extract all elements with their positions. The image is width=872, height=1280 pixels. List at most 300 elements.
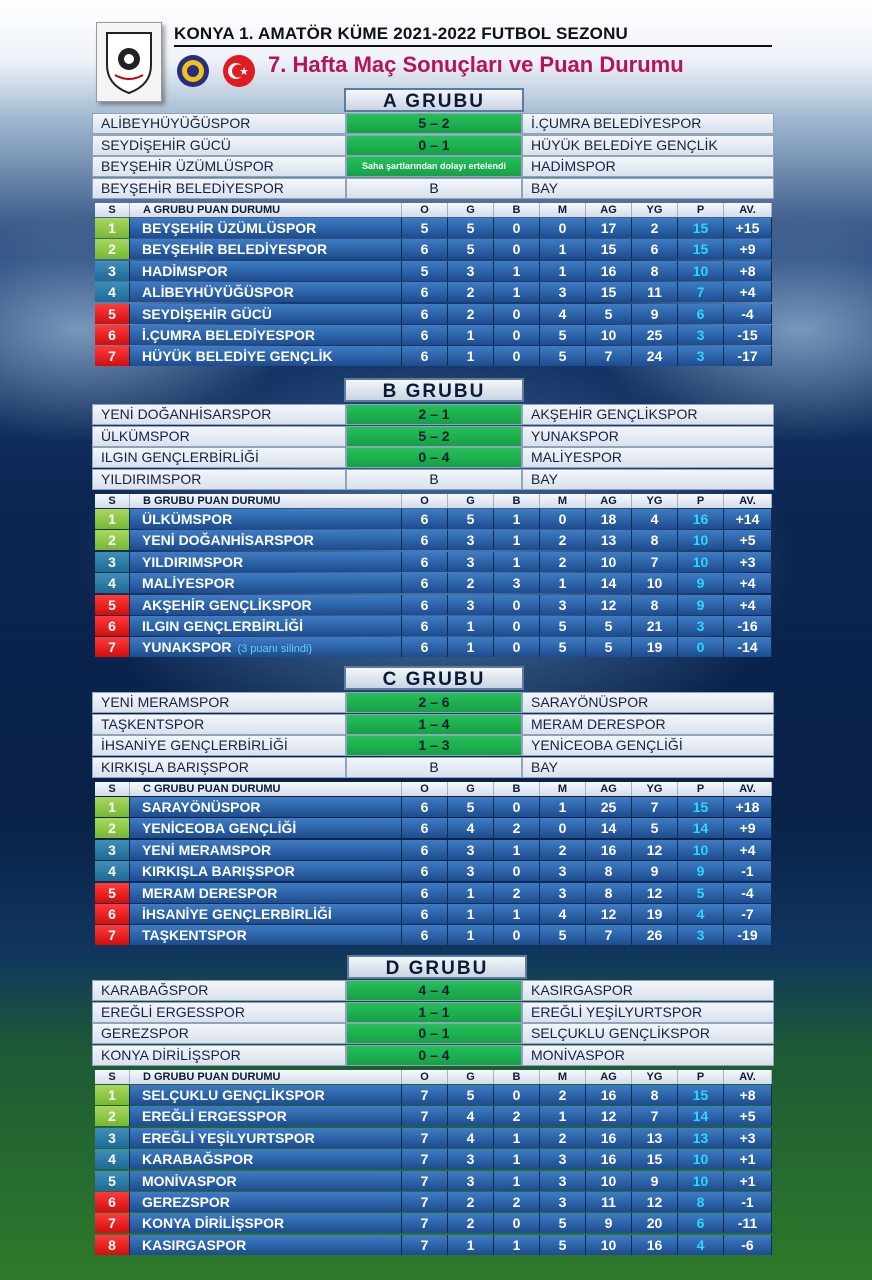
- standings-row: [95, 1235, 774, 1256]
- stat-ag: 14: [586, 573, 632, 593]
- points-cell: 4: [678, 1235, 724, 1255]
- team-cell: [130, 595, 402, 615]
- stat-yg: 7: [632, 1106, 678, 1126]
- stat-b: 1: [494, 840, 540, 860]
- col-b: B: [494, 494, 540, 508]
- stat-yg: 8: [632, 261, 678, 281]
- away-team: HADİMSPOR: [522, 156, 774, 177]
- stat-m: 0: [540, 218, 586, 238]
- rank-cell: 4: [95, 861, 130, 881]
- average-cell: +4: [724, 840, 772, 860]
- rank-cell: 2: [95, 239, 130, 259]
- standings-row: [95, 530, 774, 551]
- team-name: MERAM DERESPOR: [142, 884, 278, 901]
- standings-row: [95, 1128, 774, 1149]
- stat-m: 3: [540, 282, 586, 302]
- stat-b: 2: [494, 1106, 540, 1126]
- rank-cell: 5: [95, 883, 130, 903]
- team-name: YILDIRIMSPOR: [142, 553, 244, 570]
- stat-yg: 19: [632, 637, 678, 657]
- rank-cell: 3: [95, 552, 130, 572]
- away-team: EREĞLİ YEŞİLYURTSPOR: [522, 1002, 774, 1023]
- match-row: [92, 178, 774, 199]
- average-cell: +4: [724, 282, 772, 302]
- team-cell: [130, 304, 402, 324]
- stat-b: 1: [494, 1171, 540, 1191]
- rank-cell: 7: [95, 1213, 130, 1233]
- stat-yg: 16: [632, 1235, 678, 1255]
- stat-b: 0: [494, 346, 540, 366]
- stat-o: 6: [402, 530, 448, 550]
- stat-o: 5: [402, 261, 448, 281]
- stat-ag: 15: [586, 282, 632, 302]
- team-cell: [130, 530, 402, 550]
- average-cell: -1: [724, 1192, 772, 1212]
- stat-g: 1: [448, 925, 494, 945]
- team-cell: [130, 261, 402, 281]
- standings-row: [95, 1213, 774, 1234]
- points-cell: 15: [678, 218, 724, 238]
- match-score: B: [346, 178, 522, 199]
- stat-g: 1: [448, 325, 494, 345]
- group-title: B GRUBU: [344, 378, 524, 402]
- col-p: P: [678, 494, 724, 508]
- home-team: EREĞLİ ERGESSPOR: [92, 1002, 346, 1023]
- stat-g: 3: [448, 861, 494, 881]
- stat-o: 7: [402, 1128, 448, 1148]
- team-cell: [130, 925, 402, 945]
- stat-o: 7: [402, 1192, 448, 1212]
- col-s: S: [95, 494, 130, 508]
- stat-yg: 26: [632, 925, 678, 945]
- stat-ag: 9: [586, 1213, 632, 1233]
- team-name: YENİCEOBA GENÇLİĞİ: [142, 820, 297, 837]
- col-team: D GRUBU PUAN DURUMU: [130, 1070, 402, 1084]
- team-cell: [130, 1171, 402, 1191]
- away-team: YUNAKSPOR: [522, 426, 774, 447]
- stat-yg: 15: [632, 1149, 678, 1169]
- stat-g: 5: [448, 239, 494, 259]
- average-cell: +4: [724, 595, 772, 615]
- away-team: MERAM DERESPOR: [522, 714, 774, 735]
- stat-ag: 10: [586, 1235, 632, 1255]
- stat-ag: 11: [586, 1192, 632, 1212]
- team-cell: [130, 904, 402, 924]
- rank-cell: 4: [95, 282, 130, 302]
- stat-yg: 5: [632, 818, 678, 838]
- team-cell: [130, 797, 402, 817]
- match-row: [92, 1045, 774, 1066]
- stat-o: 6: [402, 595, 448, 615]
- stat-yg: 7: [632, 797, 678, 817]
- stat-m: 0: [540, 509, 586, 529]
- team-cell: [130, 1213, 402, 1233]
- standings-row: [95, 1192, 774, 1213]
- stat-g: 4: [448, 1128, 494, 1148]
- stat-o: 7: [402, 1235, 448, 1255]
- points-cell: 5: [678, 883, 724, 903]
- team-cell: [130, 346, 402, 366]
- match-row: [92, 1002, 774, 1023]
- stat-o: 6: [402, 325, 448, 345]
- stat-yg: 20: [632, 1213, 678, 1233]
- col-o: O: [402, 1070, 448, 1084]
- points-cell: 6: [678, 304, 724, 324]
- amateur-federation-logo-icon: [176, 54, 210, 88]
- team-cell: [130, 616, 402, 636]
- stat-yg: 9: [632, 861, 678, 881]
- stat-o: 6: [402, 904, 448, 924]
- team-cell: [130, 552, 402, 572]
- points-cell: 10: [678, 1149, 724, 1169]
- match-row: [92, 113, 774, 134]
- stat-ag: 15: [586, 239, 632, 259]
- col-b: B: [494, 1070, 540, 1084]
- rank-cell: 3: [95, 261, 130, 281]
- stat-m: 5: [540, 1213, 586, 1233]
- rank-cell: 7: [95, 637, 130, 657]
- col-team: B GRUBU PUAN DURUMU: [130, 494, 402, 508]
- stat-o: 6: [402, 346, 448, 366]
- team-cell: [130, 818, 402, 838]
- match-row: [92, 714, 774, 735]
- stat-g: 5: [448, 1085, 494, 1105]
- points-cell: 14: [678, 818, 724, 838]
- stat-b: 0: [494, 616, 540, 636]
- home-team: TAŞKENTSPOR: [92, 714, 346, 735]
- away-team: BAY: [522, 178, 774, 199]
- average-cell: +5: [724, 530, 772, 550]
- stat-m: 3: [540, 1192, 586, 1212]
- home-team: BEYŞEHİR BELEDİYESPOR: [92, 178, 346, 199]
- stat-ag: 16: [586, 261, 632, 281]
- away-team: İ.ÇUMRA BELEDİYESPOR: [522, 113, 774, 134]
- stat-b: 0: [494, 1085, 540, 1105]
- stat-m: 5: [540, 1235, 586, 1255]
- stat-ag: 12: [586, 1106, 632, 1126]
- stat-yg: 12: [632, 1192, 678, 1212]
- team-name: ALİBEYHÜYÜĞÜSPOR: [142, 284, 294, 301]
- average-cell: +9: [724, 818, 772, 838]
- stat-m: 2: [540, 1128, 586, 1148]
- team-cell: [130, 1192, 402, 1212]
- home-team: KARABAĞSPOR: [92, 980, 346, 1001]
- col-p: P: [678, 1070, 724, 1084]
- stat-o: 6: [402, 616, 448, 636]
- match-score: 4 – 4: [346, 980, 522, 1001]
- stat-m: 3: [540, 861, 586, 881]
- col-av: AV.: [724, 1070, 772, 1084]
- points-cell: 9: [678, 861, 724, 881]
- stat-b: 0: [494, 325, 540, 345]
- stat-b: 1: [494, 1128, 540, 1148]
- stat-b: 1: [494, 261, 540, 281]
- home-team: ILGIN GENÇLERBİRLİĞİ: [92, 447, 346, 468]
- home-team: YENİ MERAMSPOR: [92, 692, 346, 713]
- stat-o: 6: [402, 637, 448, 657]
- stat-g: 3: [448, 261, 494, 281]
- team-name: MONİVASPOR: [142, 1172, 237, 1189]
- stat-b: 1: [494, 282, 540, 302]
- stat-g: 2: [448, 282, 494, 302]
- rank-cell: 4: [95, 573, 130, 593]
- stat-o: 6: [402, 239, 448, 259]
- stat-b: 1: [494, 530, 540, 550]
- team-name: SARAYÖNÜSPOR: [142, 799, 261, 815]
- points-cell: 6: [678, 1213, 724, 1233]
- stat-g: 1: [448, 1235, 494, 1255]
- stat-m: 1: [540, 573, 586, 593]
- rank-cell: 8: [95, 1235, 130, 1255]
- col-ag: AG: [586, 782, 632, 796]
- col-av: AV.: [724, 494, 772, 508]
- average-cell: -14: [724, 637, 772, 657]
- stat-b: 2: [494, 818, 540, 838]
- team-name: HADİMSPOR: [142, 262, 228, 279]
- rank-cell: 5: [95, 595, 130, 615]
- average-cell: -7: [724, 904, 772, 924]
- rank-cell: 3: [95, 1128, 130, 1148]
- home-team: GEREZSPOR: [92, 1023, 346, 1044]
- stat-ag: 7: [586, 925, 632, 945]
- col-av: AV.: [724, 203, 772, 217]
- match-row: [92, 757, 774, 778]
- club-logo: [96, 22, 162, 102]
- average-cell: +1: [724, 1149, 772, 1169]
- stat-b: 0: [494, 595, 540, 615]
- stat-g: 5: [448, 797, 494, 817]
- col-ag: AG: [586, 494, 632, 508]
- rank-cell: 2: [95, 1106, 130, 1126]
- match-row: [92, 156, 774, 177]
- team-name: İ.ÇUMRA BELEDİYESPOR: [142, 327, 315, 343]
- rank-cell: 6: [95, 325, 130, 345]
- rank-cell: 1: [95, 1085, 130, 1105]
- points-cell: 8: [678, 1192, 724, 1212]
- average-cell: -4: [724, 883, 772, 903]
- away-team: HÜYÜK BELEDİYE GENÇLİK: [522, 135, 774, 156]
- stat-m: 4: [540, 904, 586, 924]
- team-name: KIRKIŞLA BARIŞSPOR: [142, 863, 295, 880]
- page-subtitle: 7. Hafta Maç Sonuçları ve Puan Durumu: [268, 52, 684, 77]
- col-m: M: [540, 203, 586, 217]
- stat-g: 2: [448, 304, 494, 324]
- away-team: SELÇUKLU GENÇLİKSPOR: [522, 1023, 774, 1044]
- average-cell: -6: [724, 1235, 772, 1255]
- team-name: EREĞLİ YEŞİLYURTSPOR: [142, 1129, 315, 1146]
- standings-row: [95, 552, 774, 573]
- team-cell: [130, 1149, 402, 1169]
- stat-yg: 12: [632, 840, 678, 860]
- standings-row: [95, 239, 774, 260]
- col-ag: AG: [586, 1070, 632, 1084]
- stat-o: 7: [402, 1085, 448, 1105]
- stat-yg: 19: [632, 904, 678, 924]
- standings-row: [95, 1106, 774, 1127]
- stat-m: 1: [540, 1106, 586, 1126]
- col-ag: AG: [586, 203, 632, 217]
- team-name: KASIRGASPOR: [142, 1236, 247, 1253]
- standings-row: [95, 861, 774, 882]
- col-team: A GRUBU PUAN DURUMU: [130, 203, 402, 217]
- team-name: ÜLKÜMSPOR: [142, 511, 233, 527]
- team-name: KARABAĞSPOR: [142, 1151, 254, 1168]
- stat-ag: 18: [586, 509, 632, 529]
- away-team: MALİYESPOR: [522, 447, 774, 468]
- stat-m: 3: [540, 595, 586, 615]
- team-name: MALİYESPOR: [142, 575, 235, 592]
- col-g: G: [448, 782, 494, 796]
- stat-g: 1: [448, 637, 494, 657]
- stat-ag: 12: [586, 904, 632, 924]
- stat-o: 6: [402, 818, 448, 838]
- standings-row: [95, 282, 774, 303]
- stat-ag: 13: [586, 530, 632, 550]
- match-row: [92, 447, 774, 468]
- points-cell: 14: [678, 1106, 724, 1126]
- col-g: G: [448, 494, 494, 508]
- standings-row: [95, 325, 774, 346]
- stat-ag: 5: [586, 637, 632, 657]
- standings-row: [95, 797, 774, 818]
- stat-yg: 8: [632, 1085, 678, 1105]
- stat-ag: 16: [586, 1085, 632, 1105]
- standings-row: [95, 509, 774, 530]
- stat-o: 6: [402, 304, 448, 324]
- stat-g: 3: [448, 840, 494, 860]
- stat-b: 1: [494, 1149, 540, 1169]
- col-p: P: [678, 782, 724, 796]
- average-cell: +1: [724, 1171, 772, 1191]
- group-title: C GRUBU: [344, 666, 524, 690]
- stat-yg: 2: [632, 218, 678, 238]
- home-team: KONYA DİRİLİŞSPOR: [92, 1045, 346, 1066]
- home-team: BEYŞEHİR ÜZÜMLÜSPOR: [92, 156, 346, 177]
- stat-b: 0: [494, 637, 540, 657]
- stat-yg: 12: [632, 883, 678, 903]
- col-s: S: [95, 782, 130, 796]
- stat-m: 4: [540, 304, 586, 324]
- match-score: B: [346, 469, 522, 490]
- home-team: İHSANİYE GENÇLERBİRLİĞİ: [92, 735, 346, 756]
- rank-cell: 1: [95, 509, 130, 529]
- rank-cell: 7: [95, 925, 130, 945]
- stat-b: 0: [494, 218, 540, 238]
- stat-o: 7: [402, 1149, 448, 1169]
- col-yg: YG: [632, 203, 678, 217]
- stat-m: 1: [540, 797, 586, 817]
- stat-b: 1: [494, 904, 540, 924]
- stat-b: 0: [494, 304, 540, 324]
- stat-g: 3: [448, 595, 494, 615]
- match-score: 5 – 2: [346, 426, 522, 447]
- page-title: KONYA 1. AMATÖR KÜME 2021-2022 FUTBOL SEZONU: [174, 24, 772, 47]
- points-cell: 10: [678, 530, 724, 550]
- points-cell: 7: [678, 282, 724, 302]
- col-b: B: [494, 203, 540, 217]
- col-o: O: [402, 782, 448, 796]
- stat-m: 1: [540, 239, 586, 259]
- average-cell: +18: [724, 797, 772, 817]
- stat-b: 0: [494, 797, 540, 817]
- stat-yg: 4: [632, 509, 678, 529]
- team-cell: [130, 840, 402, 860]
- stat-b: 1: [494, 552, 540, 572]
- rank-cell: 5: [95, 304, 130, 324]
- stat-b: 0: [494, 925, 540, 945]
- team-name: SEYDİŞEHİR GÜCÜ: [142, 305, 272, 322]
- stat-m: 2: [540, 1085, 586, 1105]
- stat-g: 2: [448, 573, 494, 593]
- team-name: TAŞKENTSPOR: [142, 927, 247, 944]
- col-o: O: [402, 494, 448, 508]
- match-score: 0 – 1: [346, 135, 522, 156]
- stat-ag: 14: [586, 818, 632, 838]
- team-name: İHSANİYE GENÇLERBİRLİĞİ: [142, 906, 332, 922]
- stat-b: 0: [494, 239, 540, 259]
- standings-row: [95, 1149, 774, 1170]
- stat-ag: 16: [586, 1128, 632, 1148]
- stat-g: 4: [448, 1106, 494, 1126]
- average-cell: +3: [724, 1128, 772, 1148]
- points-cell: 9: [678, 595, 724, 615]
- standings-row: [95, 840, 774, 861]
- average-cell: -15: [724, 325, 772, 345]
- average-cell: -16: [724, 616, 772, 636]
- stat-b: 2: [494, 883, 540, 903]
- team-name: YENİ DOĞANHİSARSPOR: [142, 532, 314, 549]
- points-cell: 15: [678, 239, 724, 259]
- stat-m: 2: [540, 530, 586, 550]
- col-m: M: [540, 494, 586, 508]
- match-row: [92, 404, 774, 425]
- team-cell: [130, 509, 402, 529]
- stat-b: 0: [494, 1213, 540, 1233]
- standings-row: [95, 1085, 774, 1106]
- match-score: 1 – 4: [346, 714, 522, 735]
- standings-row: [95, 616, 774, 637]
- match-row: [92, 426, 774, 447]
- stat-g: 3: [448, 1171, 494, 1191]
- penalty-note: (3 puanı silindi): [237, 643, 313, 656]
- stat-yg: 7: [632, 552, 678, 572]
- stat-yg: 21: [632, 616, 678, 636]
- stat-ag: 17: [586, 218, 632, 238]
- away-team: YENİCEOBA GENÇLİĞİ: [522, 735, 774, 756]
- average-cell: -11: [724, 1213, 772, 1233]
- team-name: GEREZSPOR: [142, 1194, 230, 1210]
- team-cell: [130, 1085, 402, 1105]
- stat-o: 7: [402, 1213, 448, 1233]
- standings-row: [95, 818, 774, 839]
- group-title: D GRUBU: [347, 955, 527, 979]
- match-row: [92, 980, 774, 1001]
- team-name: KONYA DİRİLİŞSPOR: [142, 1215, 285, 1232]
- match-row: [92, 135, 774, 156]
- col-yg: YG: [632, 782, 678, 796]
- stat-m: 3: [540, 1149, 586, 1169]
- match-score: 2 – 1: [346, 404, 522, 425]
- team-name: AKŞEHİR GENÇLİKSPOR: [142, 596, 312, 613]
- col-g: G: [448, 1070, 494, 1084]
- home-team: SEYDİŞEHİR GÜCÜ: [92, 135, 346, 156]
- match-score: 0 – 4: [346, 447, 522, 468]
- stat-yg: 10: [632, 573, 678, 593]
- match-score: 1 – 1: [346, 1002, 522, 1023]
- standings-header: [95, 203, 774, 217]
- team-cell: [130, 239, 402, 259]
- team-name: BEYŞEHİR BELEDİYESPOR: [142, 241, 328, 258]
